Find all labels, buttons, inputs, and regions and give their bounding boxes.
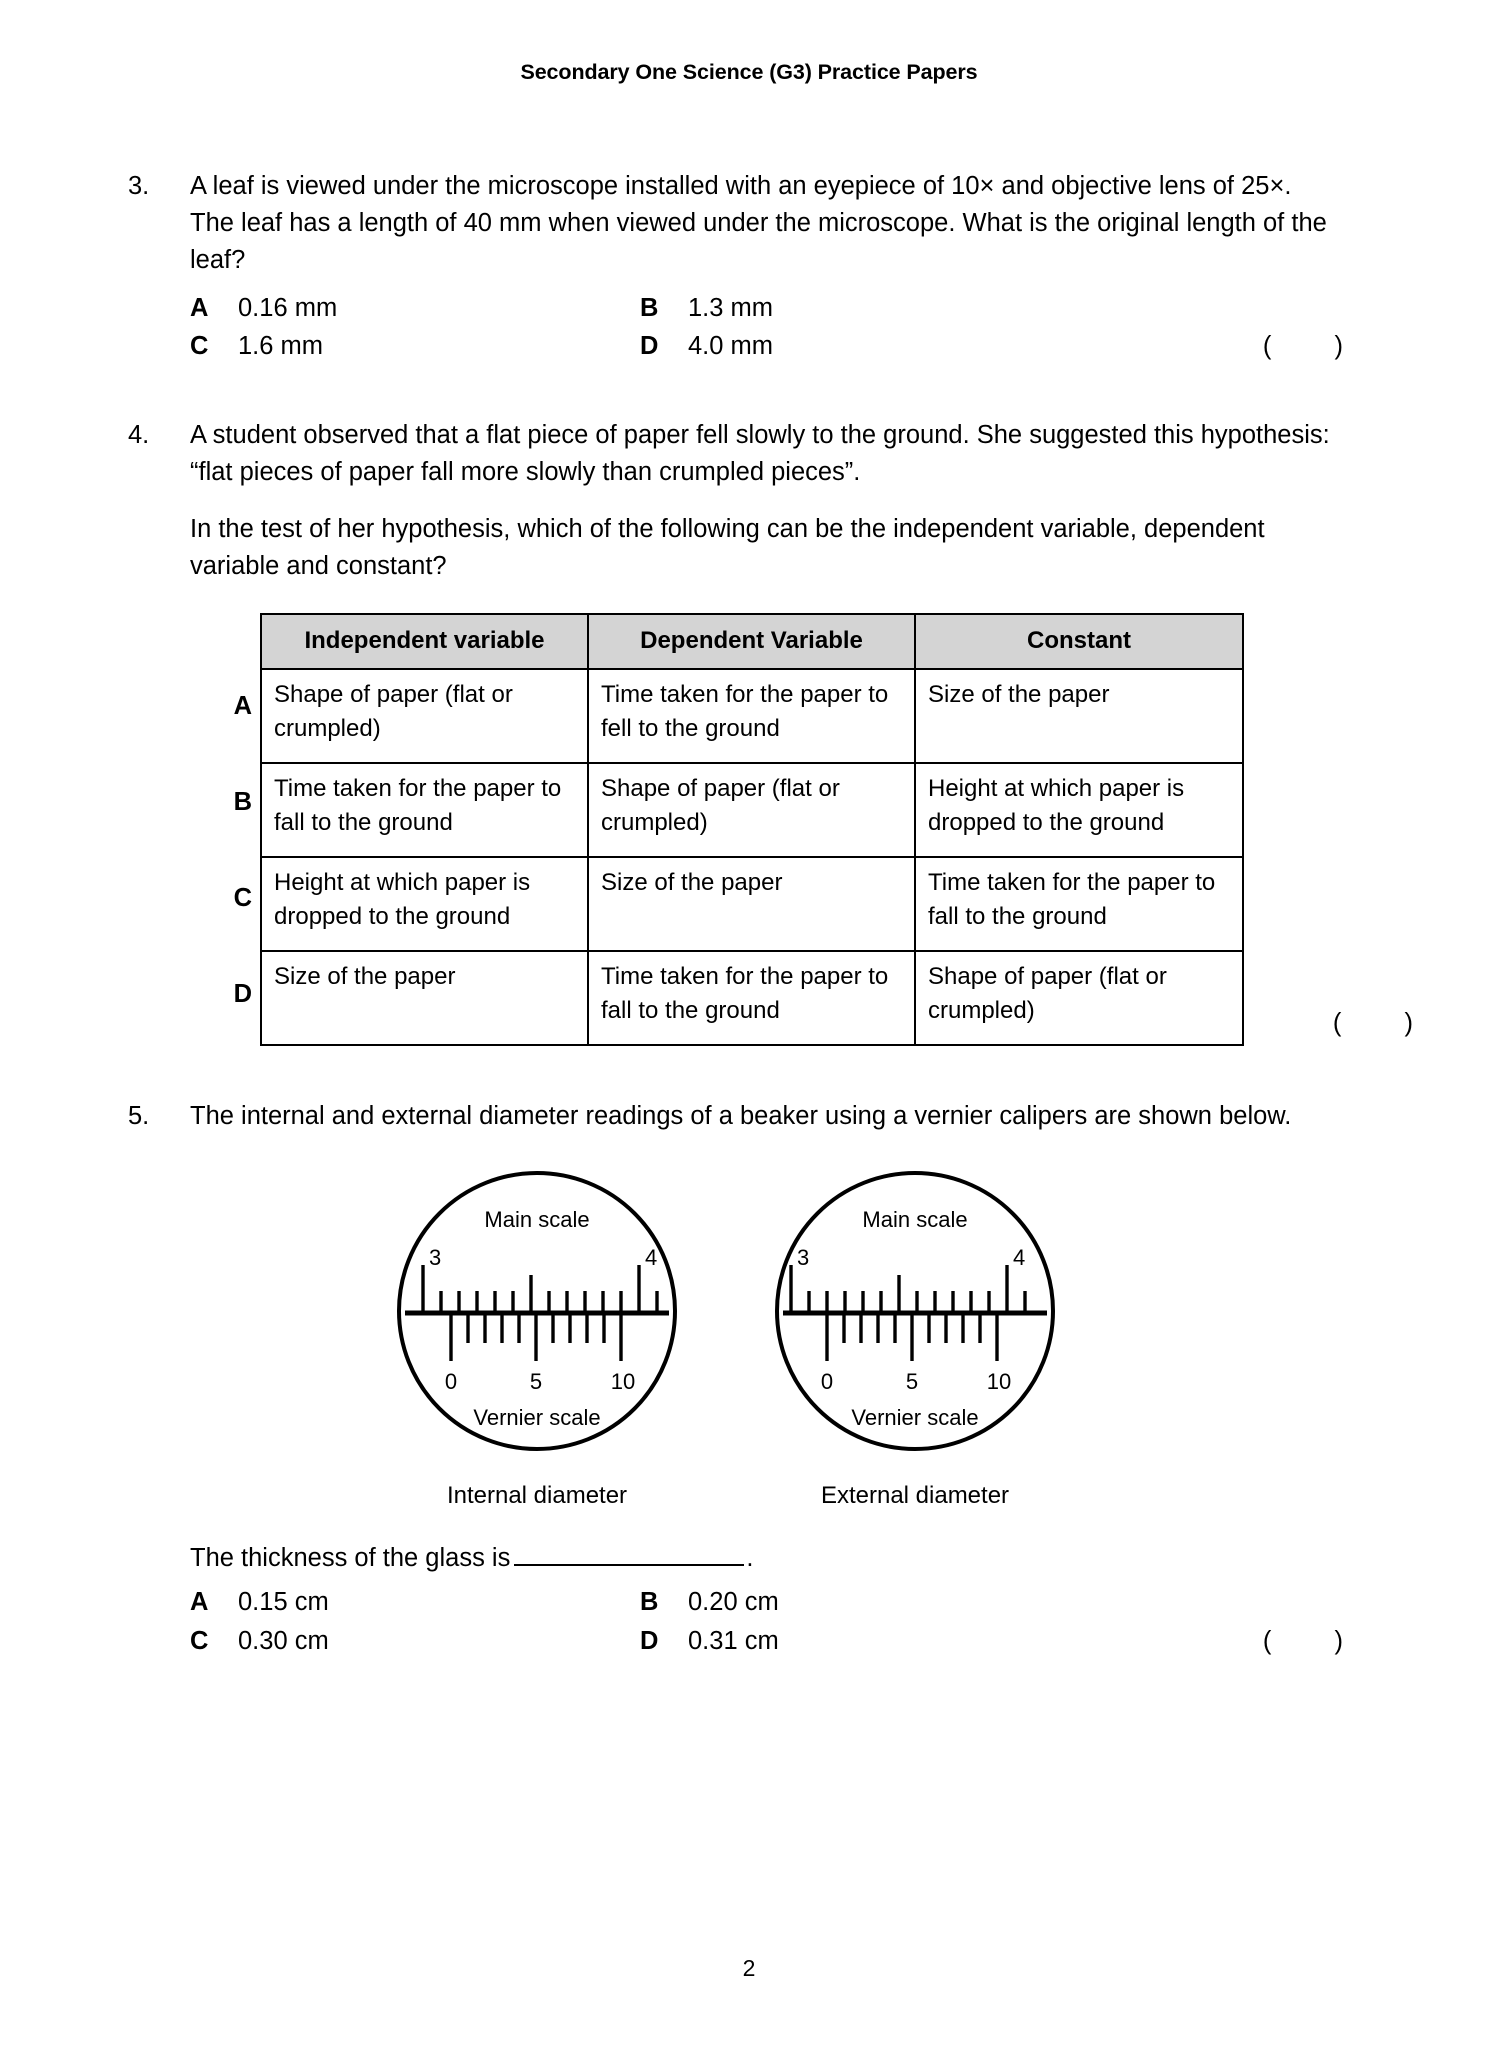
vernier-caliper-internal-diagram — [387, 1161, 687, 1461]
main-scale-tick-label-3: 3 — [797, 1245, 810, 1271]
table-cell: Size of the paper — [915, 669, 1243, 763]
option-d[interactable] — [640, 327, 773, 365]
question-3-answer-bracket[interactable]: ( ) — [1262, 332, 1371, 361]
option-a-text: 0.15 cm — [238, 1588, 329, 1617]
vernier-scale-ticks — [827, 1313, 997, 1361]
question-4 — [128, 417, 1441, 1046]
option-d-text: 0.31 cm — [688, 1626, 779, 1655]
question-4-body — [190, 417, 1441, 1046]
table-cell: Shape of paper (flat or crumpled) — [915, 951, 1243, 1045]
option-b-text: 0.20 cm — [688, 1588, 779, 1617]
option-row — [190, 1583, 1338, 1621]
option-b[interactable] — [640, 1583, 779, 1621]
main-scale-ticks — [791, 1265, 1025, 1313]
figure-external-diameter — [765, 1161, 1065, 1510]
figure-caption-internal: Internal diameter — [446, 1482, 628, 1510]
option-d[interactable] — [640, 1622, 779, 1660]
option-row — [190, 327, 1371, 365]
page-content — [128, 168, 1441, 1660]
option-d-letter: D — [640, 332, 659, 361]
question-3 — [128, 168, 1371, 365]
table-row-label-a: A — [233, 692, 252, 721]
option-c[interactable] — [190, 1622, 640, 1660]
table-header-row — [261, 614, 1243, 669]
spacer — [128, 365, 1338, 417]
option-b-letter: B — [640, 1588, 659, 1617]
option-b-text: 1.3 mm — [688, 293, 774, 322]
table-row-label-d: D — [233, 980, 252, 1009]
variables-table-wrapper — [233, 613, 1441, 1046]
vernier-scale-label: Vernier scale — [851, 1405, 979, 1431]
table-cell: Time taken for the paper to fall to the ground — [261, 763, 588, 857]
vernier-tick-label-10: 10 — [986, 1369, 1012, 1395]
question-3-paragraph-1: A leaf is viewed under the microscope installed with an eyepiece of 10× and objective lens of 25×. The leaf has a length of 40 mm when viewed under the microscope. What is the original length of the leaf? — [190, 172, 1327, 274]
table-cell: Shape of paper (flat or crumpled) — [261, 669, 588, 763]
question-3-body — [190, 168, 1371, 365]
option-c-text: 0.30 cm — [238, 1626, 329, 1655]
page-number: 2 — [742, 1955, 756, 1981]
question-4-number: 4. — [128, 421, 150, 450]
table-row[interactable] — [261, 951, 1243, 1045]
table-cell: Time taken for the paper to fall to the ground — [915, 857, 1243, 951]
main-scale-label: Main scale — [862, 1207, 968, 1233]
option-row — [190, 289, 1338, 327]
table-cell: Size of the paper — [588, 857, 915, 951]
page-header-title: Secondary One Science (G3) Practice Papers — [520, 60, 978, 84]
option-a-letter: A — [190, 1588, 209, 1617]
table-row[interactable] — [261, 857, 1243, 951]
vernier-tick-label-0: 0 — [444, 1369, 458, 1395]
option-a[interactable] — [190, 1583, 640, 1621]
main-scale-label: Main scale — [484, 1207, 590, 1233]
variables-table — [260, 613, 1244, 1046]
option-d-letter: D — [640, 1626, 659, 1655]
table-cell: Time taken for the paper to fall to the ground — [588, 951, 915, 1045]
question-3-number: 3. — [128, 172, 150, 200]
option-b-letter: B — [640, 293, 659, 322]
option-a[interactable] — [190, 289, 640, 327]
table-cell: Height at which paper is dropped to the ground — [261, 857, 588, 951]
question-5-answer-bracket[interactable]: ( ) — [1262, 1626, 1371, 1655]
figure-internal-diameter — [387, 1161, 687, 1510]
vernier-caliper-external-diagram — [765, 1161, 1065, 1461]
question-5-options — [190, 1583, 1371, 1660]
main-scale-ticks — [423, 1265, 657, 1313]
table-header-dependent: Dependent Variable — [588, 614, 915, 669]
option-c-letter: C — [190, 1626, 209, 1655]
thickness-blank-row — [190, 1544, 1338, 1573]
table-header-constant: Constant — [915, 614, 1243, 669]
table-row[interactable] — [261, 763, 1243, 857]
question-5-body — [190, 1098, 1338, 1135]
vernier-tick-label-5: 5 — [905, 1369, 919, 1395]
option-a-letter: A — [190, 293, 209, 322]
vernier-figures — [114, 1161, 1338, 1510]
vernier-scale-label: Vernier scale — [473, 1405, 601, 1431]
question-5-number: 5. — [128, 1102, 150, 1131]
table-row[interactable] — [261, 669, 1243, 763]
table-cell: Height at which paper is dropped to the ground — [915, 763, 1243, 857]
question-4-answer-bracket[interactable]: ( ) — [1332, 1009, 1441, 1038]
option-a-text: 0.16 mm — [238, 293, 338, 322]
vernier-tick-label-5: 5 — [529, 1369, 543, 1395]
spacer — [128, 1046, 1338, 1098]
figure-caption-external: External diameter — [820, 1482, 1010, 1510]
table-header-independent: Independent variable — [261, 614, 588, 669]
question-4-paragraph-2: In the test of her hypothesis, which of the following can be the independent variable, dependent variable and constant? — [190, 515, 1265, 581]
table-cell: Time taken for the paper to fell to the ground — [588, 669, 915, 763]
question-3-options — [190, 289, 1371, 366]
main-scale-tick-label-4: 4 — [1013, 1245, 1026, 1271]
thickness-answer-blank[interactable] — [514, 1545, 744, 1566]
vernier-scale-ticks — [451, 1313, 621, 1361]
table-cell: Size of the paper — [261, 951, 588, 1045]
option-c-text: 1.6 mm — [238, 332, 324, 361]
table-cell: Shape of paper (flat or crumpled) — [588, 763, 915, 857]
thickness-prompt-suffix: . — [746, 1544, 754, 1573]
option-b[interactable] — [640, 289, 773, 327]
question-5 — [128, 1098, 1371, 1659]
table-row-label-c: C — [233, 884, 252, 913]
main-scale-tick-label-3: 3 — [429, 1245, 442, 1271]
option-c-letter: C — [190, 332, 209, 361]
option-d-text: 4.0 mm — [688, 332, 774, 361]
question-5-options-body — [190, 1583, 1371, 1660]
question-5-paragraph-1: The internal and external diameter readings of a beaker using a vernier calipers are shown below. — [190, 1102, 1292, 1131]
thickness-prompt-prefix: The thickness of the glass is — [190, 1544, 511, 1573]
vernier-tick-label-10: 10 — [610, 1369, 636, 1395]
table-row-label-b: B — [233, 788, 252, 817]
main-scale-tick-label-4: 4 — [645, 1245, 658, 1271]
option-c[interactable] — [190, 327, 640, 365]
vernier-tick-label-0: 0 — [820, 1369, 834, 1395]
option-row — [190, 1622, 1371, 1660]
question-4-paragraph-1: A student observed that a flat piece of paper fell slowly to the ground. She suggested this hypothesis: “flat pieces of paper fall more slowly than crumpled pieces”. — [190, 421, 1330, 487]
